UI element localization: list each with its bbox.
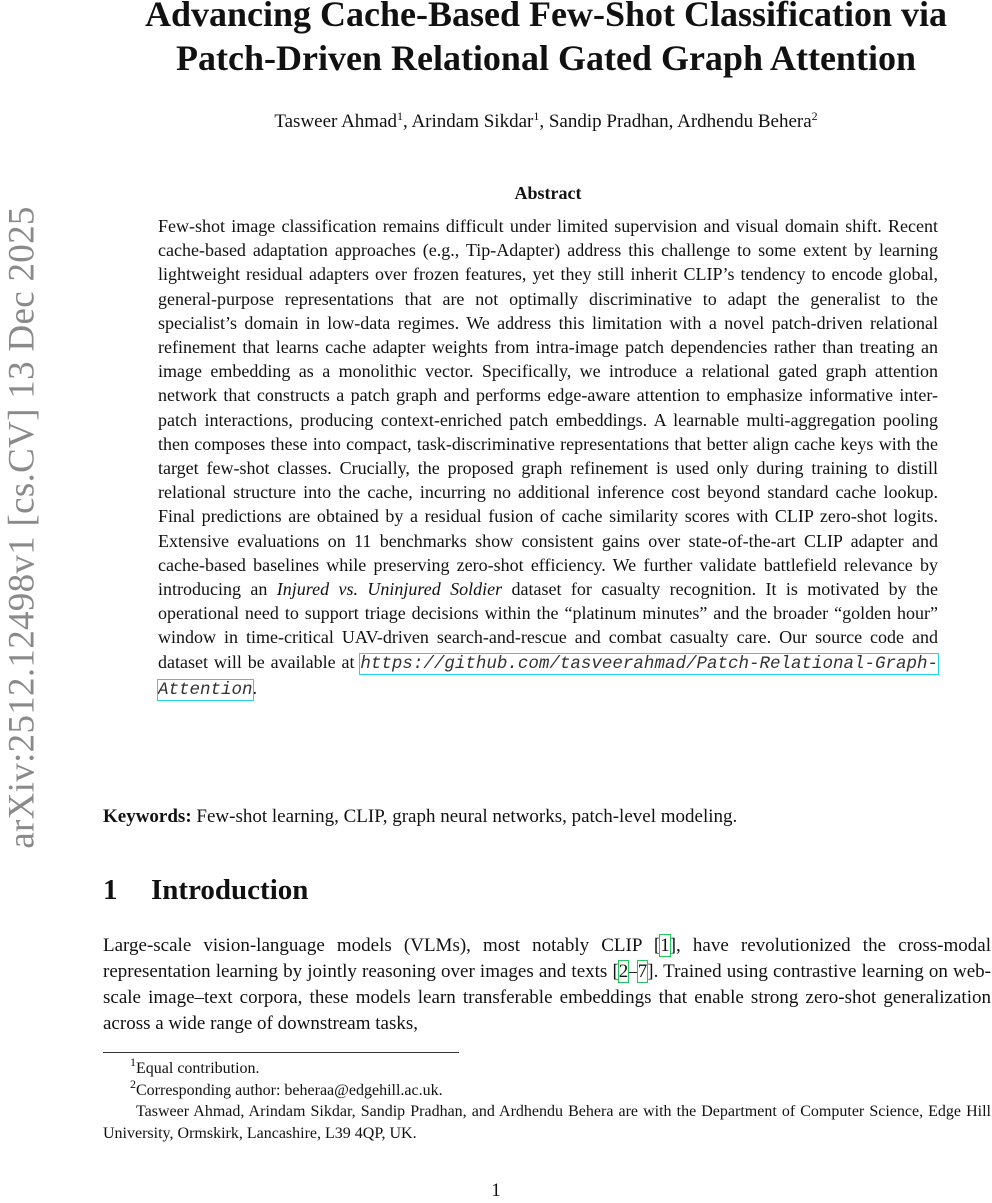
author-name: Arindam Sikdar bbox=[411, 111, 534, 132]
arxiv-sidebar-stamp bbox=[2, 195, 42, 860]
title-line-1: Advancing Cache-Based Few-Shot Classification via bbox=[144, 0, 948, 34]
intro-text: ], have revolutionized the cross-modal representation learning by jointly reasoning over images and texts [ bbox=[103, 935, 992, 982]
paper-title bbox=[100, 0, 992, 80]
footnote-2 bbox=[103, 1076, 991, 1102]
author-separator: , bbox=[403, 111, 412, 132]
abstract-heading: Abstract bbox=[514, 183, 582, 203]
intro-text: ]. Trained using contrastive learning on web-scale image–text corpora, these models learn transferable embeddings that enable strong zero-shot generalization across a wide range of downstream tasks, bbox=[103, 961, 992, 1034]
intro-paragraph bbox=[103, 933, 991, 1037]
keywords-label: Keywords: bbox=[103, 806, 192, 827]
citation-link[interactable]: 2 bbox=[618, 961, 629, 982]
title-line-2: Patch-Driven Relational Gated Graph Attention bbox=[176, 38, 916, 78]
citation-range-dash: – bbox=[628, 961, 638, 982]
page-number: 1 bbox=[491, 1180, 501, 1201]
keywords-text: Few-shot learning, CLIP, graph neural networks, patch-level modeling. bbox=[191, 806, 738, 827]
abstract-text: . bbox=[252, 677, 258, 698]
arxiv-identifier: arXiv:2512.12498v1 [cs.CV] 13 Dec 2025 bbox=[1, 206, 43, 849]
section-heading bbox=[103, 870, 308, 910]
abstract-text: dataset for casualty recognition. It is motivated by the operational need to support triage decisions within the “platinum minutes” and the broader “golden hour” window in time-critical UAV-driven search-and-rescue and combat casualty care. Our source code and dataset will be available at bbox=[158, 579, 939, 672]
affiliation-mark: 1 bbox=[533, 109, 540, 123]
abstract-body bbox=[158, 214, 938, 702]
citation-link[interactable]: 1 bbox=[660, 935, 670, 956]
author-list bbox=[100, 109, 992, 135]
abstract-text: Few-shot image classification remains difficult under limited supervision and visual domain shift. Recent cache-based adaptation approaches (e.g., Tip-Adapter) address this challenge to some extent by learning lightweight residual adapters over frozen features, yet they still inherit CLIP’s tendency to encode global, general-purpose representations that are not optimally discriminative to adapt the generalist to the specialist’s domain in low-data regimes. We address this limitation with a novel patch-driven relational refinement that learns cache adapter weights from intra-image patch dependencies rather than treating an image embedding as a monolithic vector. Specifically, we introduce a relational gated graph attention network that constructs a patch graph and performs edge-aware attention to emphasize informative inter-patch interactions, producing context-enriched patch embeddings. A learnable multi-aggregation pooling then composes these into compact, task-discriminative representations that better align cache keys with the target few-shot classes. Crucially, the proposed graph refinement is used only during training to distill relational structure into the cache, incurring no additional inference cost beyond standard cache lookup. Final predictions are obtained by a residual fusion of cache similarity scores with CLIP zero-shot logits. Extensive evaluations on 11 benchmarks show consistent gains over state-of-the-art CLIP adapter and cache-based baselines while preserving zero-shot efficiency. We further validate battlefield relevance by introducing an bbox=[158, 216, 938, 600]
author-names-rest: , Sandip Pradhan, Ardhendu Behera bbox=[539, 111, 812, 132]
footnote-mark: 1 bbox=[130, 1055, 136, 1069]
citation-link[interactable]: 7 bbox=[637, 961, 648, 982]
footnote-divider bbox=[103, 1052, 459, 1053]
intro-text: Large-scale vision-language models (VLMs), most notably CLIP [ bbox=[103, 935, 661, 956]
source-code-link[interactable]: https://github.com/tasveerahmad/Patch-Relational-Graph-Attention bbox=[158, 653, 938, 700]
keywords bbox=[103, 805, 973, 829]
footnote-text: Equal contribution. bbox=[136, 1060, 260, 1077]
affiliation-mark: 2 bbox=[811, 109, 818, 123]
affiliation-note: Tasweer Ahmad, Arindam Sikdar, Sandip Pradhan, and Ardhendu Behera are with the Department of Computer Science, Edge Hill University, Ormskirk, Lancashire, L39 4QP, UK. bbox=[103, 1103, 991, 1142]
footnote-text: Corresponding author: beheraa@edgehill.ac.uk. bbox=[136, 1081, 443, 1099]
affiliation-mark: 1 bbox=[397, 109, 403, 123]
section-number: 1 bbox=[103, 874, 118, 906]
section-title: Introduction bbox=[151, 874, 309, 906]
footnote-1 bbox=[103, 1055, 991, 1080]
author-name: Tasweer Ahmad bbox=[274, 111, 397, 132]
footnote-mark: 2 bbox=[130, 1076, 136, 1091]
dataset-name: Injured vs. Uninjured Soldier bbox=[276, 579, 503, 600]
footnotes bbox=[103, 1055, 991, 1144]
